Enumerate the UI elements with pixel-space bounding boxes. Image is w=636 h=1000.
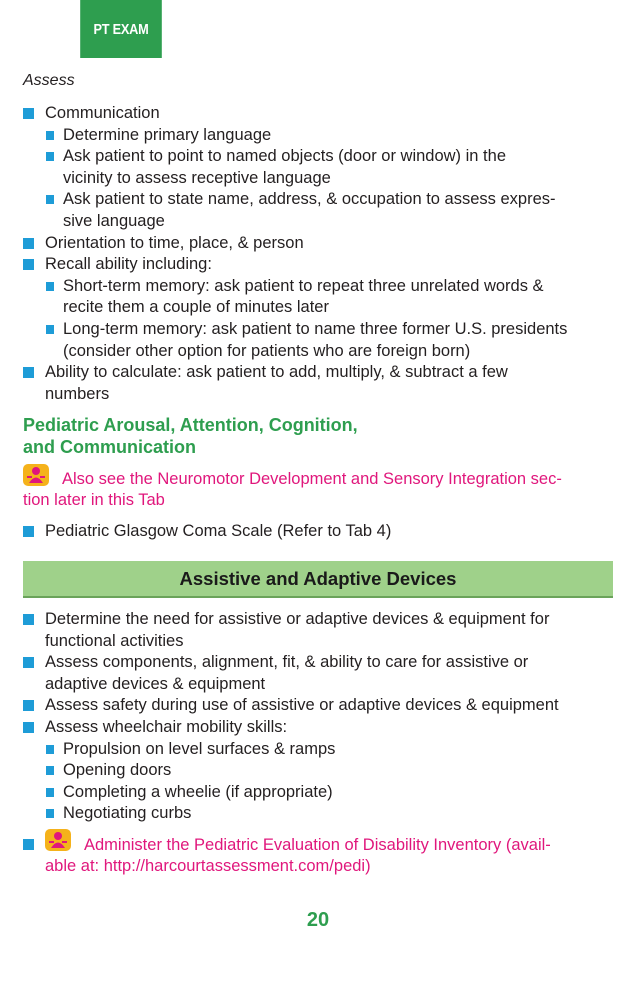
pediatric-baby-icon — [23, 464, 49, 486]
pedi-baby-icon — [45, 829, 71, 851]
list-item-line: Recall ability including: — [45, 255, 212, 274]
list-item-line: Ability to calculate: ask patient to add, multiply, & subtract a few — [45, 363, 508, 382]
bullet-square — [23, 238, 34, 249]
bullet-square — [23, 722, 34, 733]
list-item-line: Propulsion on level surfaces & ramps — [63, 739, 336, 758]
pediatric-heading-line-1: Pediatric Arousal, Attention, Cognition, — [23, 415, 358, 435]
list-item-line: Assess wheelchair mobility skills: — [45, 718, 288, 736]
bullet-square — [46, 282, 54, 291]
tab-label: PT EXAM — [93, 20, 149, 38]
bullet-square — [46, 152, 54, 161]
list-item-line: recite them a couple of minutes later — [63, 298, 329, 317]
bullet-square — [23, 108, 34, 119]
list-item-line: Ask patient to state name, address, & occupation to assess expres- — [63, 190, 556, 209]
bullet-square — [23, 657, 34, 668]
pediatric-glasgow-item: Pediatric Glasgow Coma Scale (Refer to Tab 4) — [45, 522, 392, 540]
list-item-line: functional activities — [45, 631, 184, 650]
list-item-line: Completing a wheelie (if appropriate) — [63, 782, 333, 801]
pediatric-heading-line-2: and Communication — [23, 437, 197, 457]
list-item-line: Assess safety during use of assistive or adaptive devices & equipment — [45, 696, 559, 715]
list-item-line: adaptive devices & equipment — [45, 674, 266, 693]
bullet-square — [23, 614, 34, 625]
section-title: Assistive and Adaptive Devices — [179, 567, 457, 589]
assess-label: Assess — [23, 72, 75, 89]
bullet-square — [23, 259, 34, 270]
bullet-square — [46, 195, 54, 204]
list-item-line: vicinity to assess receptive language — [63, 168, 331, 187]
list-item-line: Short-term memory: ask patient to repeat three unrelated words & — [63, 276, 544, 295]
bullet-square — [23, 367, 34, 378]
bullet-square — [46, 766, 54, 775]
list-item-line: Determine primary language — [63, 125, 272, 144]
tab-pt-exam — [80, 0, 162, 58]
list-item-line: Communication — [45, 104, 160, 122]
list-item-line: Opening doors — [63, 761, 172, 780]
list-item-line: numbers — [45, 384, 110, 403]
list-item-line: (consider other option for patients who are foreign born) — [63, 341, 471, 360]
page-number: 20 — [306, 909, 330, 931]
pedi-note-line-1: Administer the Pediatric Evaluation of Disability Inventory (avail- — [84, 836, 551, 854]
bullet-square — [23, 526, 34, 537]
list-item-line: Negotiating curbs — [63, 804, 192, 823]
pedi-note-line-2: able at: http://harcourtassessment.com/pedi) — [45, 857, 371, 875]
pediatric-note-line-1: Also see the Neuromotor Development and Sensory Integration sec- — [62, 470, 562, 488]
pediatric-note-line-2: tion later in this Tab — [23, 491, 165, 509]
section-title-bar — [23, 561, 613, 598]
list-item-line: Long-term memory: ask patient to name three former U.S. presidents — [63, 320, 568, 338]
bullet-square — [23, 700, 34, 711]
bullet-square — [46, 325, 54, 334]
bullet-square — [46, 745, 54, 754]
list-item-line: Ask patient to point to named objects (door or window) in the — [63, 147, 506, 166]
bullet-square — [46, 788, 54, 797]
bullet-square — [46, 809, 54, 818]
bullet-square — [23, 839, 34, 850]
list-item-line: Orientation to time, place, & person — [45, 233, 304, 252]
bullet-square — [46, 131, 54, 140]
list-item-line: Assess components, alignment, fit, & ability to care for assistive or — [45, 653, 529, 672]
list-item-line: sive language — [63, 212, 165, 230]
list-item-line: Determine the need for assistive or adaptive devices & equipment for — [45, 610, 550, 628]
